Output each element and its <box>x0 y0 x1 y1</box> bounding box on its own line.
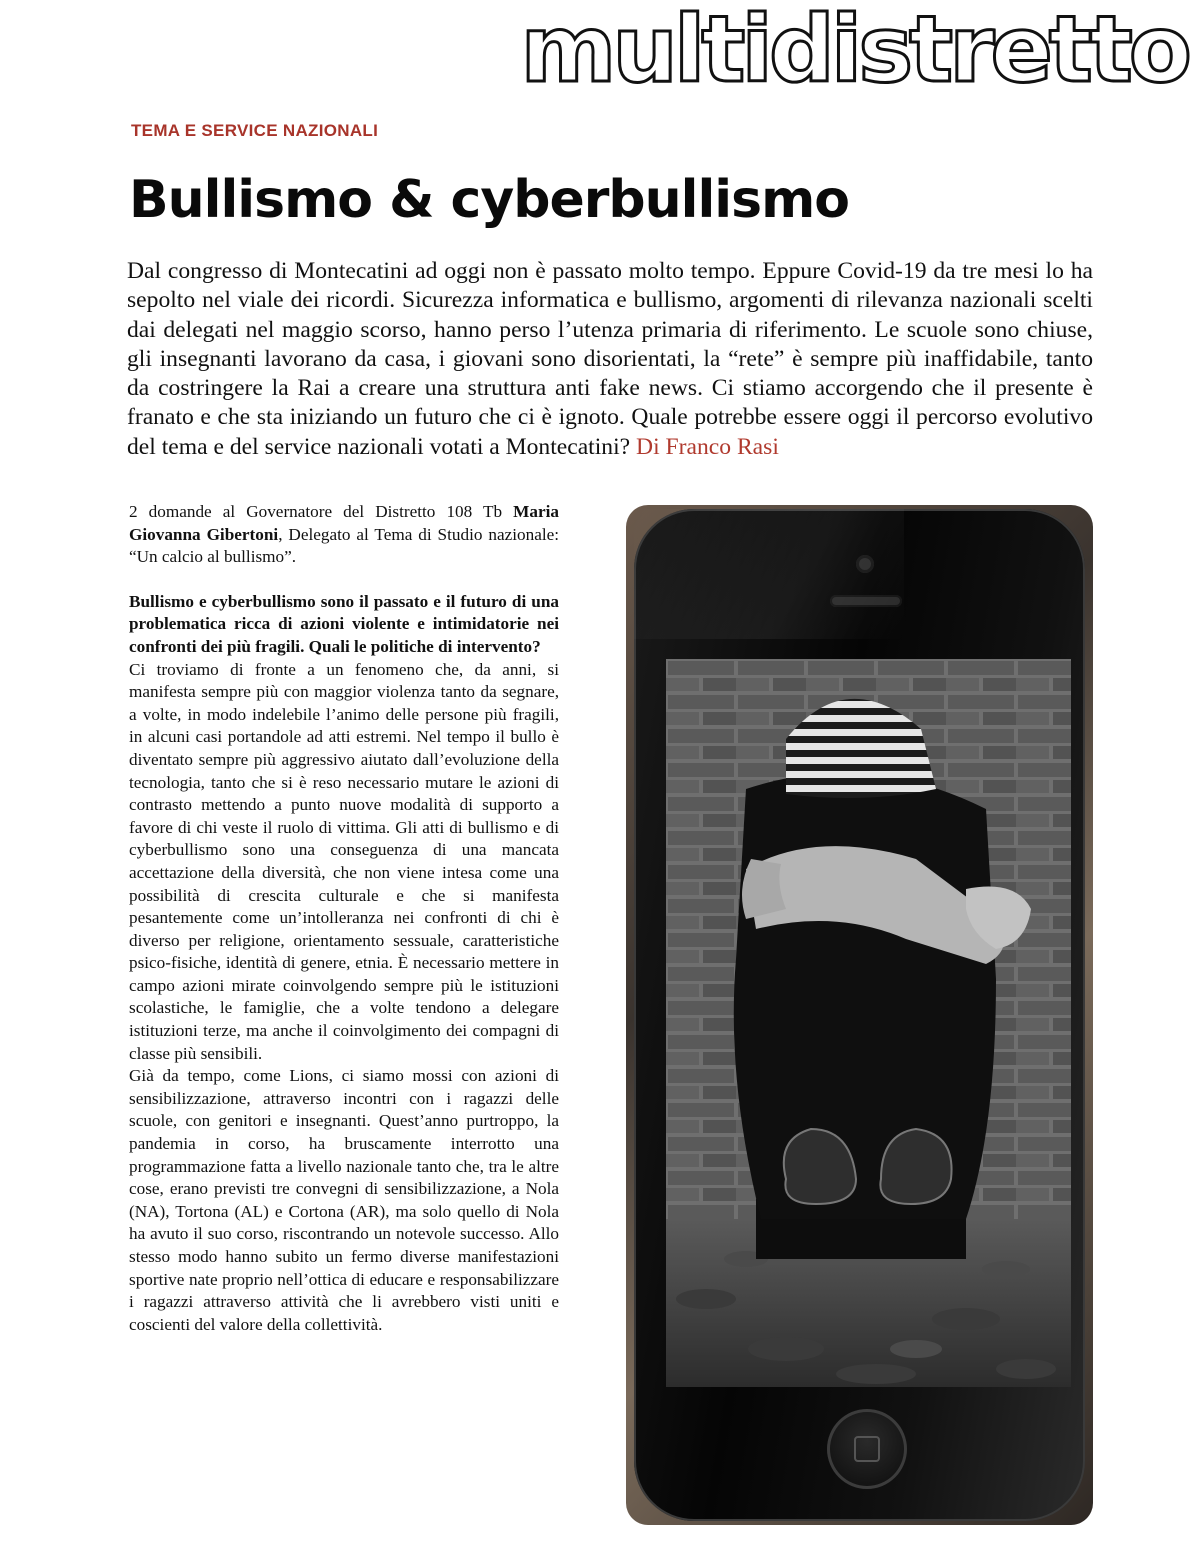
section-label: TEMA E SERVICE NAZIONALI <box>131 121 379 140</box>
intro-text: Dal congresso di Montecatini ad oggi non è passato molto tempo. Eppure Covid-19 da tre mesi lo ha sepolto nel viale dei ricordi. Sicurezza informatica e bullismo, argomenti di rilevanza nazionali scelti dai delegati nel maggio scorso, hanno perso l’utenza primaria di riferimento. Le scuole sono chiuse, gli insegnanti lavorano da casa, i giovani sono disorientati, la “rete” è sempre più inaffidabile, tanto da costringere la Rai a creare una struttura anti fake news. Ci stiamo accorgendo che il presente è franato e che sta iniziando un futuro che ci è ignoto. Quale potrebbe essere oggi il percorso evolutivo del tema e del service nazionali votati a Montecatini? <box>127 258 1093 460</box>
article-photo <box>626 505 1093 1525</box>
phone-screen-photo <box>666 659 1071 1387</box>
lead-prefix: 2 domande al Governatore del Distretto 108 Tb <box>129 502 514 521</box>
answer-paragraph-2: Già da tempo, come Lions, ci siamo mossi con azioni di sensibilizzazione, attraverso incontri con i ragazzi delle scuole, con genitori e insegnanti. Quest’anno purtroppo, la pandemia in corso, ha bruscamente interrotto una programmazione fatta a livello nazionale tanto che, tra le altre cose, erano previsti tre convegni di sensibilizzazione, a Nola (NA), Tortona (AL) e Cortona (AR), ma solo quello di Nola ha avuto il suo corso, riscontrando un notevole successo. Allo stesso modo hanno subito un fermo diverse manifestazioni sportive nate proprio nell’ottica di educare e responsabilizzare i ragazzi attraverso attività che li avrebbero visti uniti e coscienti del valore della collettività. <box>129 1066 559 1334</box>
article-lead <box>129 501 559 569</box>
smartphone-illustration <box>634 509 1085 1521</box>
lead-suffix: , Delegato al Tema di Studio nazionale: “Un calcio al bullismo”. <box>129 524 560 567</box>
home-button-icon <box>827 1409 907 1489</box>
lead-name: Maria Giovanna Gibertoni <box>129 502 559 544</box>
headline: Bullismo & cyberbullismo <box>129 170 849 230</box>
article-body <box>129 501 559 1336</box>
answer-paragraph-1: Ci troviamo di fronte a un fenomeno che, da anni, si manifesta sempre più con maggior violenza tanto da segnare, a volte, in modo indelebile l’animo delle persone più fragili, in alcuni casi portandole ad atti estremi. Nel tempo il bullo è diventato sempre più aggressivo aiutato dall’evoluzione della tecnologia, tanto che si è reso necessario mutare le azioni di contrasto mettendo a punto nuove modalità di supporto a favore di chi veste il ruolo di vittima. Gli atti di bullismo e di cyberbullismo sono una conseguenza di una mancata accettazione della diversità, che non viene intesa come una possibilità di crescita culturale e che si manifesta pesantemente come un’intolleranza nei confronti di chi è diverso per religione, orientamento sessuale, caratteristiche psico-fisiche, identità di genere, etnia. È necessario mettere in campo azioni mirate coinvolgendo sempre più le istituzioni scolastiche, le famiglie, che a volte tendono a delegare istituzioni terze, ma anche il coinvolgimento dei compagni di classe più sensibili. <box>129 659 559 1063</box>
byline: Di Franco Rasi <box>636 433 779 460</box>
screen-glare <box>634 509 904 639</box>
intro-paragraph <box>127 257 1093 462</box>
masthead-logo: multidistretto <box>520 0 1188 103</box>
sad-child-photo <box>666 659 1071 1387</box>
interview-question: Bullismo e cyberbullismo sono il passato e il futuro di una problematica ricca di azioni violente e intimidatorie nei confronti dei più fragili. Quali le politiche di intervento? <box>129 591 559 656</box>
